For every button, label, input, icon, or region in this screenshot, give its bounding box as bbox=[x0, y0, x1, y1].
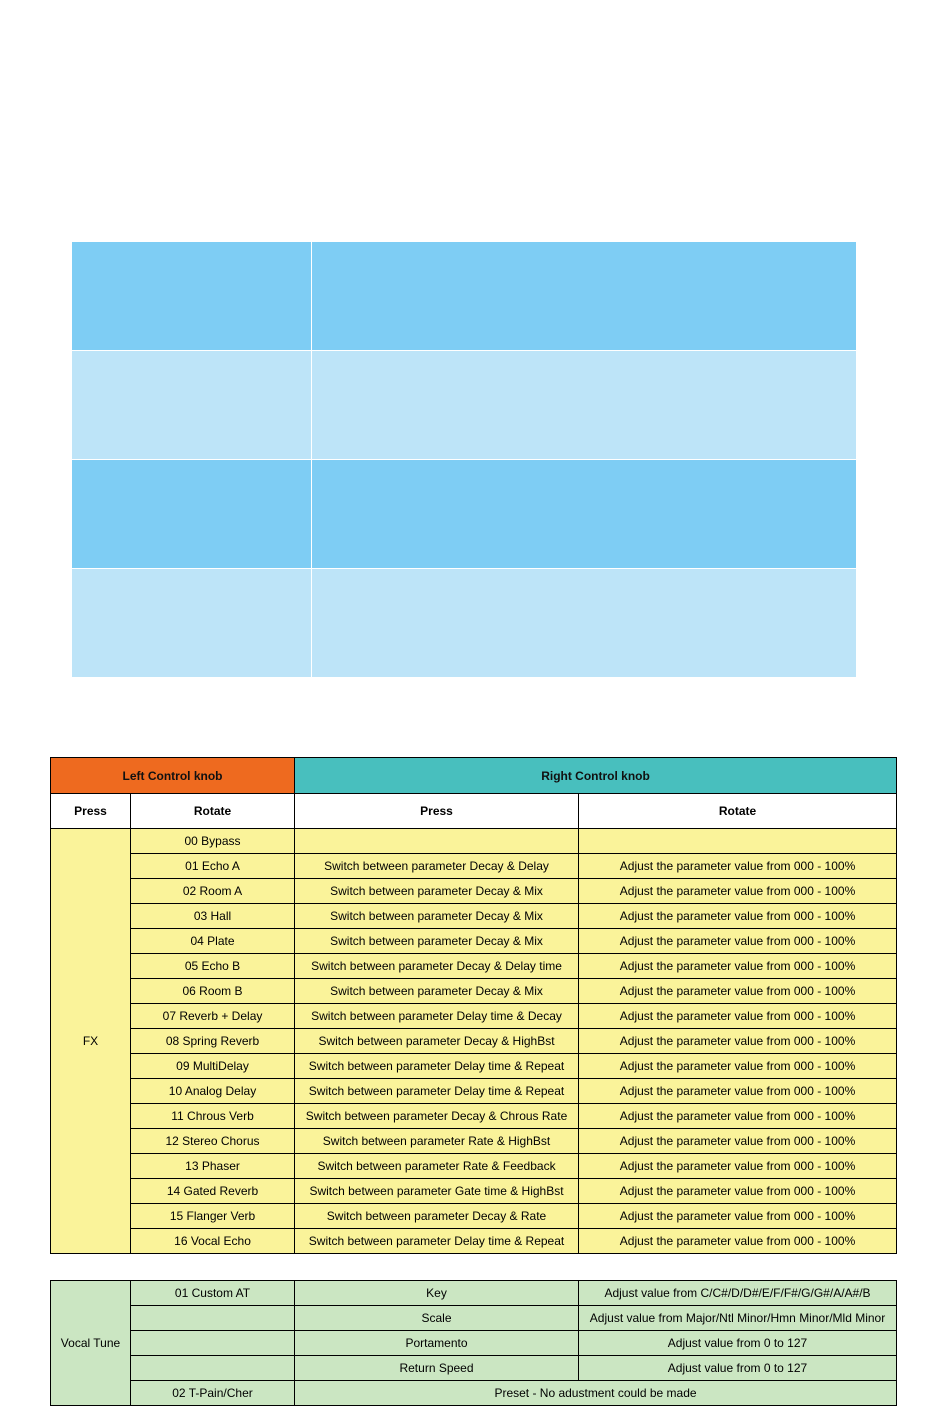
parameter-name: Scale bbox=[295, 1306, 579, 1331]
right-press-header: Press bbox=[295, 794, 579, 829]
blue-block-cell bbox=[72, 460, 312, 569]
table-row bbox=[51, 1356, 897, 1381]
rotate-action: Adjust the parameter value from 000 - 100% bbox=[579, 1029, 897, 1054]
table-row bbox=[51, 1079, 897, 1104]
mode-name: 01 Custom AT bbox=[131, 1281, 295, 1306]
vocal-tune-table bbox=[50, 1280, 897, 1406]
table-row bbox=[51, 1229, 897, 1254]
mode-name bbox=[131, 1331, 295, 1356]
table-row bbox=[51, 854, 897, 879]
table-row bbox=[51, 1281, 897, 1306]
effect-name: 15 Flanger Verb bbox=[131, 1204, 295, 1229]
effect-name: 16 Vocal Echo bbox=[131, 1229, 295, 1254]
right-rotate-header: Rotate bbox=[579, 794, 897, 829]
blue-block-cell bbox=[312, 351, 857, 460]
effect-name: 08 Spring Reverb bbox=[131, 1029, 295, 1054]
rotate-action: Adjust the parameter value from 000 - 100% bbox=[579, 1204, 897, 1229]
subheader-row bbox=[51, 794, 897, 829]
rotate-action: Adjust the parameter value from 000 - 100% bbox=[579, 954, 897, 979]
blue-block-cell bbox=[72, 569, 312, 678]
effect-name: 01 Echo A bbox=[131, 854, 295, 879]
table-row bbox=[51, 904, 897, 929]
table-row bbox=[51, 1381, 897, 1406]
table-row bbox=[51, 954, 897, 979]
rotate-action: Adjust the parameter value from 000 - 100% bbox=[579, 929, 897, 954]
rotate-action: Adjust the parameter value from 000 - 100% bbox=[579, 904, 897, 929]
effect-name: 10 Analog Delay bbox=[131, 1079, 295, 1104]
parameter-adjust: Adjust value from 0 to 127 bbox=[579, 1356, 897, 1381]
effect-name: 02 Room A bbox=[131, 879, 295, 904]
press-action bbox=[295, 829, 579, 854]
blue-block-row bbox=[72, 351, 857, 460]
press-action: Switch between parameter Decay & Delay bbox=[295, 854, 579, 879]
effect-name: 03 Hall bbox=[131, 904, 295, 929]
table-row bbox=[51, 979, 897, 1004]
rotate-action: Adjust the parameter value from 000 - 100% bbox=[579, 979, 897, 1004]
blue-block-cell bbox=[312, 460, 857, 569]
table-row bbox=[51, 1129, 897, 1154]
press-action: Switch between parameter Decay & Chrous Rate bbox=[295, 1104, 579, 1129]
rotate-action: Adjust the parameter value from 000 - 100% bbox=[579, 854, 897, 879]
fx-control-table bbox=[50, 757, 897, 1254]
parameter-adjust: Adjust value from C/C#/D/D#/E/F/F#/G/G#/A/A#/B bbox=[579, 1281, 897, 1306]
table-row bbox=[51, 879, 897, 904]
rotate-action: Adjust the parameter value from 000 - 100% bbox=[579, 879, 897, 904]
parameter-adjust: Adjust value from Major/Ntl Minor/Hmn Minor/Mld Minor bbox=[579, 1306, 897, 1331]
mode-name bbox=[131, 1356, 295, 1381]
blue-block-table bbox=[71, 241, 857, 678]
press-action: Switch between parameter Decay & Mix bbox=[295, 979, 579, 1004]
press-action: Switch between parameter Delay time & Decay bbox=[295, 1004, 579, 1029]
left-rotate-header: Rotate bbox=[131, 794, 295, 829]
preset-note: Preset - No adustment could be made bbox=[295, 1381, 897, 1406]
rotate-action: Adjust the parameter value from 000 - 100% bbox=[579, 1179, 897, 1204]
effect-name: 00 Bypass bbox=[131, 829, 295, 854]
rotate-action bbox=[579, 829, 897, 854]
press-action: Switch between parameter Rate & HighBst bbox=[295, 1129, 579, 1154]
press-action: Switch between parameter Decay & Mix bbox=[295, 879, 579, 904]
effect-name: 13 Phaser bbox=[131, 1154, 295, 1179]
blue-block-row bbox=[72, 460, 857, 569]
left-press-header: Press bbox=[51, 794, 131, 829]
rotate-action: Adjust the parameter value from 000 - 100% bbox=[579, 1104, 897, 1129]
press-action: Switch between parameter Delay time & Repeat bbox=[295, 1079, 579, 1104]
fx-group-label: FX bbox=[51, 829, 131, 1254]
blue-block-cell bbox=[72, 242, 312, 351]
effect-name: 12 Stereo Chorus bbox=[131, 1129, 295, 1154]
press-action: Switch between parameter Delay time & Repeat bbox=[295, 1054, 579, 1079]
table-row bbox=[51, 1104, 897, 1129]
blue-block-row bbox=[72, 242, 857, 351]
rotate-action: Adjust the parameter value from 000 - 100% bbox=[579, 1129, 897, 1154]
table-row bbox=[51, 829, 897, 854]
rotate-action: Adjust the parameter value from 000 - 100% bbox=[579, 1079, 897, 1104]
press-action: Switch between parameter Decay & Rate bbox=[295, 1204, 579, 1229]
header-row bbox=[51, 758, 897, 794]
left-control-knob-header: Left Control knob bbox=[51, 758, 295, 794]
effect-name: 09 MultiDelay bbox=[131, 1054, 295, 1079]
press-action: Switch between parameter Decay & Delay time bbox=[295, 954, 579, 979]
press-action: Switch between parameter Decay & Mix bbox=[295, 929, 579, 954]
table-row bbox=[51, 1154, 897, 1179]
effect-name: 04 Plate bbox=[131, 929, 295, 954]
mode-name bbox=[131, 1306, 295, 1331]
table-row bbox=[51, 1204, 897, 1229]
table-row bbox=[51, 1331, 897, 1356]
mode-name: 02 T-Pain/Cher bbox=[131, 1381, 295, 1406]
parameter-name: Return Speed bbox=[295, 1356, 579, 1381]
parameter-name: Portamento bbox=[295, 1331, 579, 1356]
press-action: Switch between parameter Decay & HighBst bbox=[295, 1029, 579, 1054]
press-action: Switch between parameter Delay time & Repeat bbox=[295, 1229, 579, 1254]
parameter-adjust: Adjust value from 0 to 127 bbox=[579, 1331, 897, 1356]
rotate-action: Adjust the parameter value from 000 - 100% bbox=[579, 1154, 897, 1179]
blue-block-cell bbox=[312, 242, 857, 351]
press-action: Switch between parameter Decay & Mix bbox=[295, 904, 579, 929]
right-control-knob-header: Right Control knob bbox=[295, 758, 897, 794]
effect-name: 07 Reverb + Delay bbox=[131, 1004, 295, 1029]
effect-name: 05 Echo B bbox=[131, 954, 295, 979]
table-row bbox=[51, 1306, 897, 1331]
effect-name: 14 Gated Reverb bbox=[131, 1179, 295, 1204]
press-action: Switch between parameter Rate & Feedback bbox=[295, 1154, 579, 1179]
vocal-tune-group-label: Vocal Tune bbox=[51, 1281, 131, 1406]
blue-block-cell bbox=[72, 351, 312, 460]
parameter-name: Key bbox=[295, 1281, 579, 1306]
rotate-action: Adjust the parameter value from 000 - 100% bbox=[579, 1229, 897, 1254]
rotate-action: Adjust the parameter value from 000 - 100% bbox=[579, 1004, 897, 1029]
table-row bbox=[51, 1029, 897, 1054]
rotate-action: Adjust the parameter value from 000 - 100% bbox=[579, 1054, 897, 1079]
table-row bbox=[51, 1004, 897, 1029]
table-row bbox=[51, 1054, 897, 1079]
effect-name: 06 Room B bbox=[131, 979, 295, 1004]
press-action: Switch between parameter Gate time & HighBst bbox=[295, 1179, 579, 1204]
blue-block-cell bbox=[312, 569, 857, 678]
blue-block-row bbox=[72, 569, 857, 678]
table-row bbox=[51, 1179, 897, 1204]
table-row bbox=[51, 929, 897, 954]
effect-name: 11 Chrous Verb bbox=[131, 1104, 295, 1129]
